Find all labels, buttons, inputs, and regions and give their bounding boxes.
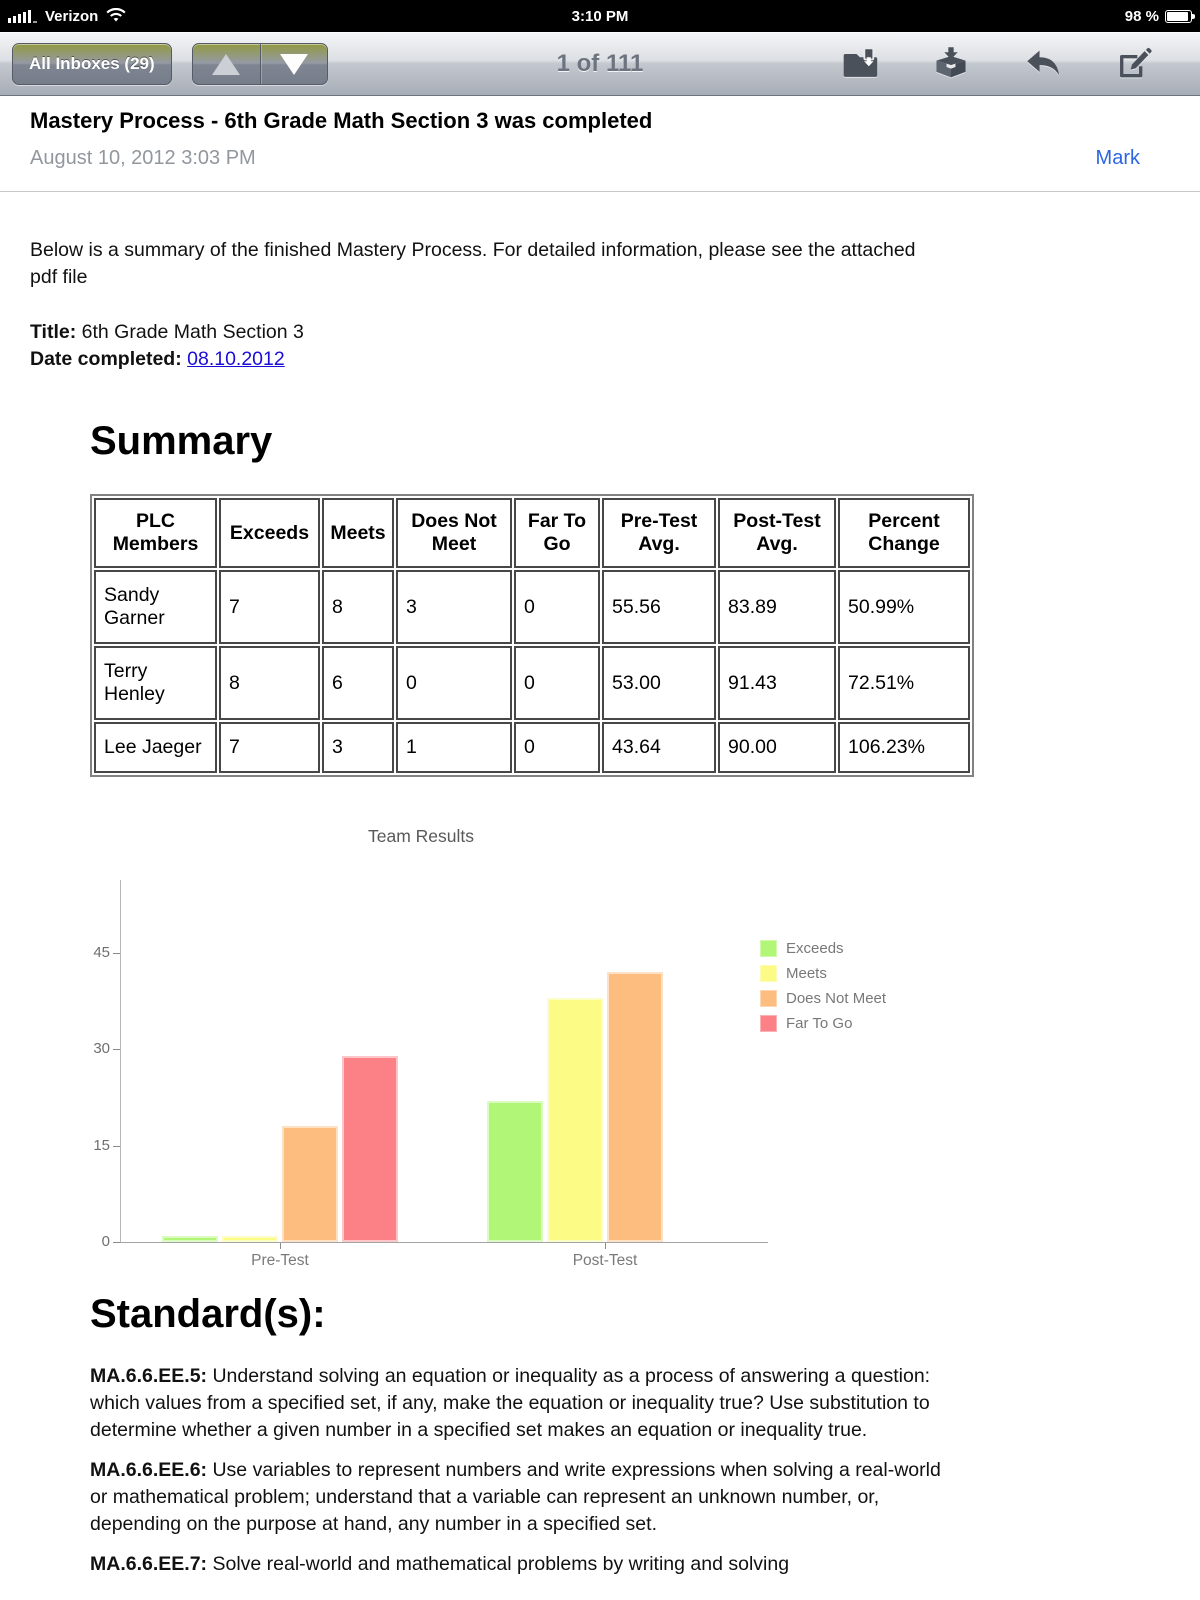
table-cell: 3 [396,570,512,644]
table-cell: 0 [396,646,512,720]
x-tick-mark [280,1243,281,1249]
mail-toolbar [0,32,1200,96]
standard-code: MA.6.6.EE.5: [90,1365,213,1387]
legend-swatch-icon [760,965,777,982]
y-tick-mark [113,1242,120,1243]
email-body [0,193,1200,1591]
bar-meets-post-test [547,998,603,1242]
y-tick-mark [113,1146,120,1147]
down-arrow-icon [280,54,308,75]
table-cell: Lee Jaeger [94,722,217,773]
bar-exceeds-pre-test [162,1236,218,1242]
table-header-cell: Does Not Meet [396,498,512,568]
archive-button[interactable] [932,46,970,82]
email-subject: Mastery Process - 6th Grade Math Section 3 was completed [30,108,653,133]
table-row [94,646,970,720]
legend-item [760,940,886,957]
table-cell: 43.64 [602,722,716,773]
all-inboxes-button[interactable] [12,43,172,85]
legend-label: Meets [786,965,827,982]
table-cell: 8 [322,570,394,644]
standards-heading: Standard(s): [90,1292,326,1336]
next-message-button[interactable] [261,44,328,84]
y-tick-label: 45 [93,944,110,962]
table-cell: 91.43 [718,646,836,720]
standard-paragraph: MA.6.6.EE.6: Use variables to represent numbers and write expressions when solving a real-world or mathematical problem; understand that a variable can represent an unknown number, or, depending on the purpose at hand, any number in a specified set. [90,1459,941,1535]
table-cell: 6 [322,646,394,720]
bar-exceeds-post-test [487,1101,543,1242]
table-header-cell: Pre-Test Avg. [602,498,716,568]
archive-box-icon [932,46,970,82]
bar-does-not-meet-post-test [607,972,663,1242]
intro-paragraph: Below is a summary of the finished Mastery Process. For detailed information, please see the attached pdf file [30,239,916,288]
folder-move-icon [842,46,880,82]
x-tick-label: Post-Test [572,1252,638,1269]
table-cell: 106.23% [838,722,970,773]
y-tick-mark [113,1049,120,1050]
standard-paragraph: MA.6.6.EE.7: Solve real-world and mathematical problems by writing and solving [90,1553,790,1575]
bar-does-not-meet-pre-test [282,1126,338,1242]
email-date: August 10, 2012 3:03 PM [30,147,256,169]
mark-link[interactable]: Mark [1095,147,1140,169]
table-cell: 1 [396,722,512,773]
legend-item [760,965,886,982]
y-tick-mark [113,953,120,954]
status-bar [0,0,1200,32]
carrier-label: Verizon [45,7,99,25]
move-to-folder-button[interactable] [842,46,880,82]
summary-table [90,494,974,777]
table-cell: 7 [219,570,320,644]
legend-label: Does Not Meet [786,990,887,1007]
message-counter: 1 of 111 [556,50,644,77]
chart-y-axis [120,880,121,1243]
table-cell: 90.00 [718,722,836,773]
title-label: Title: [30,321,77,343]
table-header-cell: Far To Go [514,498,600,568]
compose-button[interactable] [1115,46,1153,82]
compose-icon [1115,46,1153,82]
y-tick-label: 30 [93,1040,110,1058]
team-results-chart [0,812,1200,1292]
standard-code: MA.6.6.EE.6: [90,1459,213,1481]
legend-swatch-icon [760,940,777,957]
table-cell: Sandy Garner [94,570,217,644]
legend-item [760,990,886,1007]
table-cell: 7 [219,722,320,773]
table-header-cell: Post-Test Avg. [718,498,836,568]
battery-icon [1165,10,1192,23]
table-row [94,722,970,773]
table-cell: 0 [514,722,600,773]
prev-next-button-group [192,43,328,85]
standard-code: MA.6.6.EE.7: [90,1553,213,1575]
bar-meets-pre-test [222,1236,278,1242]
all-inboxes-label: All Inboxes (29) [29,54,155,73]
chart-x-axis [120,1242,768,1243]
table-cell: Terry Henley [94,646,217,720]
standards-list [90,1363,952,1578]
previous-message-button[interactable] [193,44,260,84]
summary-heading: Summary [90,419,273,463]
table-cell: 3 [322,722,394,773]
reply-button[interactable] [1025,46,1063,82]
email-header [0,97,1200,192]
table-header-cell: Percent Change [838,498,970,568]
table-cell: 0 [514,646,600,720]
table-header-cell: Meets [322,498,394,568]
table-cell: 50.99% [838,570,970,644]
table-cell: 83.89 [718,570,836,644]
legend-label: Exceeds [786,940,844,957]
table-cell: 72.51% [838,646,970,720]
legend-item [760,1015,886,1032]
table-cell: 53.00 [602,646,716,720]
status-time: 3:10 PM [571,7,629,25]
battery-percent-label: 98 % [1124,7,1159,25]
date-completed-link[interactable]: 08.10.2012 [187,348,285,370]
x-tick-label: Pre-Test [251,1252,309,1269]
standard-paragraph: MA.6.6.EE.5: Understand solving an equation or inequality as a process of answering a question: which values from a specified set, if any, make the equation or inequality true? Use substitution to determine whether a given number in a specified set makes an equation or inequality true. [90,1365,931,1441]
x-tick-mark [605,1243,606,1249]
legend-swatch-icon [760,990,777,1007]
y-tick-label: 0 [101,1233,110,1250]
table-cell: 55.56 [602,570,716,644]
bar-far-to-go-pre-test [342,1056,398,1242]
reply-arrow-icon [1025,46,1063,82]
chart-title: Team Results [368,826,475,846]
table-header-cell: PLC Members [94,498,217,568]
summary-table-head [94,498,970,568]
table-row [94,570,970,644]
up-arrow-icon [212,54,240,75]
title-value: 6th Grade Math Section 3 [81,321,304,343]
y-tick-label: 15 [93,1136,110,1154]
table-cell: 0 [514,570,600,644]
meta-block [30,319,1170,373]
date-completed-label: Date completed: [30,348,182,370]
legend-swatch-icon [760,1015,777,1032]
chart-legend [760,940,886,1040]
table-cell: 8 [219,646,320,720]
table-header-cell: Exceeds [219,498,320,568]
legend-label: Far To Go [786,1015,853,1032]
